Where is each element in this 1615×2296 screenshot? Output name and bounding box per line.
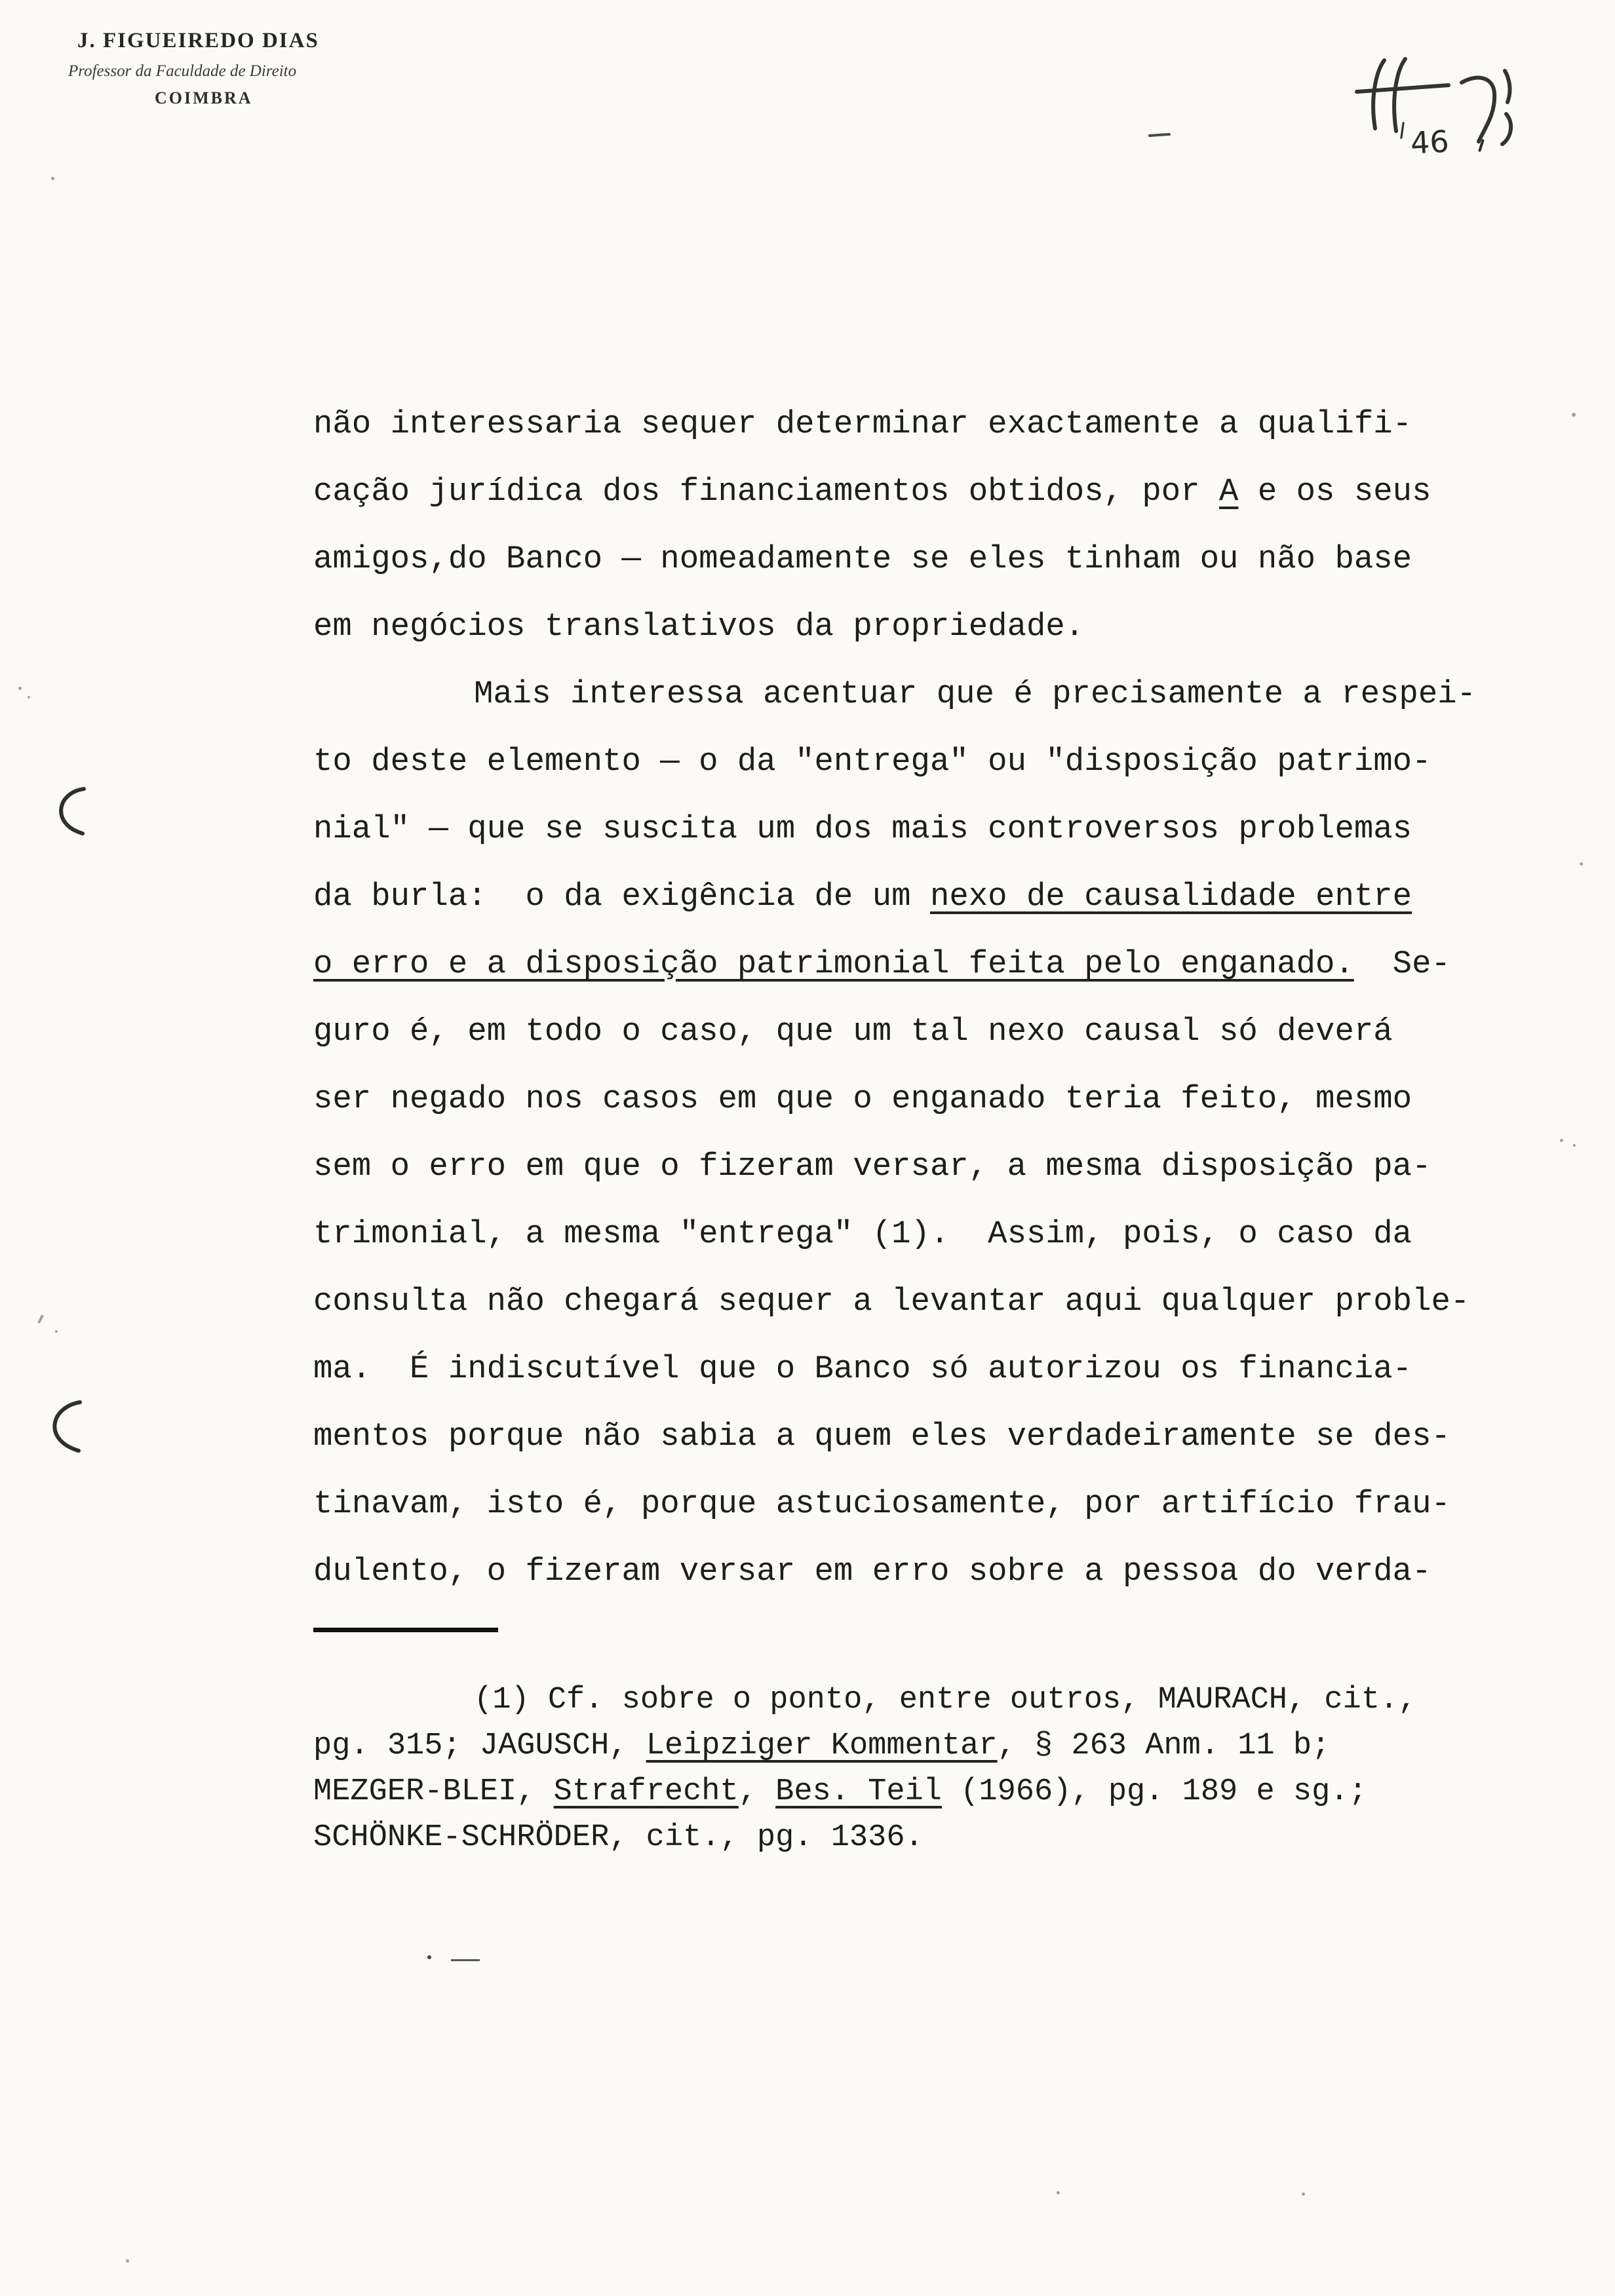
text-line — [313, 391, 1532, 458]
text-line — [313, 1677, 1559, 1723]
text-line — [313, 1723, 1559, 1769]
handwritten-scribble-icon — [1350, 51, 1586, 195]
body-text — [313, 391, 1532, 1605]
text-line — [313, 795, 1532, 863]
scan-artifact — [55, 1330, 58, 1333]
text-line — [313, 458, 1532, 526]
handwritten-dash-mark — [451, 1959, 480, 1961]
underlined-text: Leipziger Kommentar — [646, 1729, 998, 1763]
scan-artifact — [37, 1314, 44, 1324]
text-line — [313, 1815, 1559, 1861]
text-segment: (1) Cf. sobre o ponto, entre outros, MAURACH, cit., — [474, 1683, 1417, 1717]
text-segment: SCHÖNKE-SCHRÖDER, cit., pg. 1336. — [313, 1820, 924, 1855]
scan-artifact — [1572, 413, 1576, 417]
text-segment: e os seus — [1238, 473, 1431, 510]
footnote-rule — [313, 1628, 498, 1632]
margin-bracket-icon — [42, 784, 94, 842]
scan-artifact — [126, 2259, 129, 2263]
scan-artifact — [1302, 2192, 1305, 2196]
text-segment: nial" — que se suscita um dos mais controversos problemas — [313, 811, 1412, 847]
text-segment: da burla: o da exigência de um — [313, 878, 930, 915]
text-segment: , — [738, 1774, 776, 1809]
letterhead — [68, 29, 319, 108]
text-line — [313, 1335, 1532, 1403]
text-line — [313, 930, 1532, 998]
text-segment: amigos,do Banco — nomeadamente se eles tinham ou não base — [313, 541, 1412, 577]
text-line — [313, 1268, 1532, 1335]
text-line — [313, 593, 1532, 660]
page-number: 46 — [1409, 123, 1450, 161]
text-segment: não interessaria sequer determinar exactamente a qualifi- — [313, 406, 1412, 442]
scan-artifact — [28, 696, 30, 698]
text-segment: em negócios translativos da propriedade. — [313, 608, 1085, 645]
text-line — [313, 1200, 1532, 1268]
text-segment: mentos porque não sabia a quem eles verdadeiramente se des- — [313, 1418, 1450, 1455]
text-line — [313, 728, 1532, 795]
text-segment: sem o erro em que o fizeram versar, a mesma disposição pa- — [313, 1148, 1431, 1185]
scan-artifact — [1580, 862, 1583, 866]
letterhead-name: J. FIGUEIREDO DIAS — [77, 29, 319, 52]
text-line — [313, 863, 1532, 930]
letterhead-city: COIMBRA — [155, 88, 253, 107]
letterhead-title: Professor da Faculdade de Direito — [68, 62, 297, 80]
footnote-text — [313, 1677, 1559, 1861]
text-line — [313, 526, 1532, 593]
text-segment: pg. 315; JAGUSCH, — [313, 1729, 646, 1763]
text-segment: ma. É indiscutível que o Banco só autorizou os financia- — [313, 1350, 1412, 1387]
text-segment: ser negado nos casos em que o enganado teria feito, mesmo — [313, 1081, 1412, 1117]
text-line — [313, 660, 1532, 728]
text-segment: trimonial, a mesma "entrega" (1). Assim, pois, o caso da — [313, 1215, 1412, 1252]
scan-artifact — [1057, 2191, 1060, 2194]
text-segment: MEZGER-BLEI, — [313, 1774, 554, 1809]
text-line — [313, 1538, 1532, 1605]
text-segment: dulento, o fizeram versar em erro sobre a pessoa do verda- — [313, 1553, 1431, 1590]
text-segment: cação jurídica dos financiamentos obtidos, por — [313, 473, 1220, 510]
text-segment: tinavam, isto é, porque astuciosamente, por artifício frau- — [313, 1485, 1450, 1522]
scan-artifact — [1573, 1144, 1576, 1147]
scan-artifact — [18, 687, 22, 690]
text-segment: , § 263 Anm. 11 b; — [997, 1729, 1331, 1763]
text-line — [313, 1769, 1559, 1815]
text-segment: Mais interessa acentuar que é precisamente a respei- — [474, 676, 1477, 712]
scan-artifact — [1560, 1139, 1563, 1142]
underlined-text: nexo de causalidade entre — [929, 878, 1412, 915]
scan-artifact — [51, 177, 54, 180]
text-line — [313, 998, 1532, 1065]
underlined-text: A — [1219, 473, 1239, 510]
text-segment: to deste elemento — o da "entrega" ou "disposição patrimo- — [313, 743, 1431, 780]
text-line — [313, 1470, 1532, 1538]
text-line — [313, 1133, 1532, 1200]
handwritten-dot-mark — [427, 1955, 431, 1959]
underlined-text: Bes. Teil — [775, 1774, 942, 1809]
text-segment: consulta não chegará sequer a levantar aqui qualquer proble- — [313, 1283, 1470, 1320]
text-segment: Se- — [1353, 946, 1450, 982]
page-number-area — [1350, 51, 1586, 195]
text-line — [313, 1403, 1532, 1470]
handwritten-dash-mark — [1148, 133, 1171, 137]
margin-bracket-icon — [34, 1397, 93, 1459]
text-segment: (1966), pg. 189 e sg.; — [941, 1774, 1367, 1809]
text-line — [313, 1065, 1532, 1133]
underlined-text: Strafrecht — [553, 1774, 739, 1809]
text-segment: guro é, em todo o caso, que um tal nexo causal só deverá — [313, 1013, 1393, 1050]
underlined-text: o erro e a disposição patrimonial feita pelo enganado. — [313, 946, 1354, 982]
